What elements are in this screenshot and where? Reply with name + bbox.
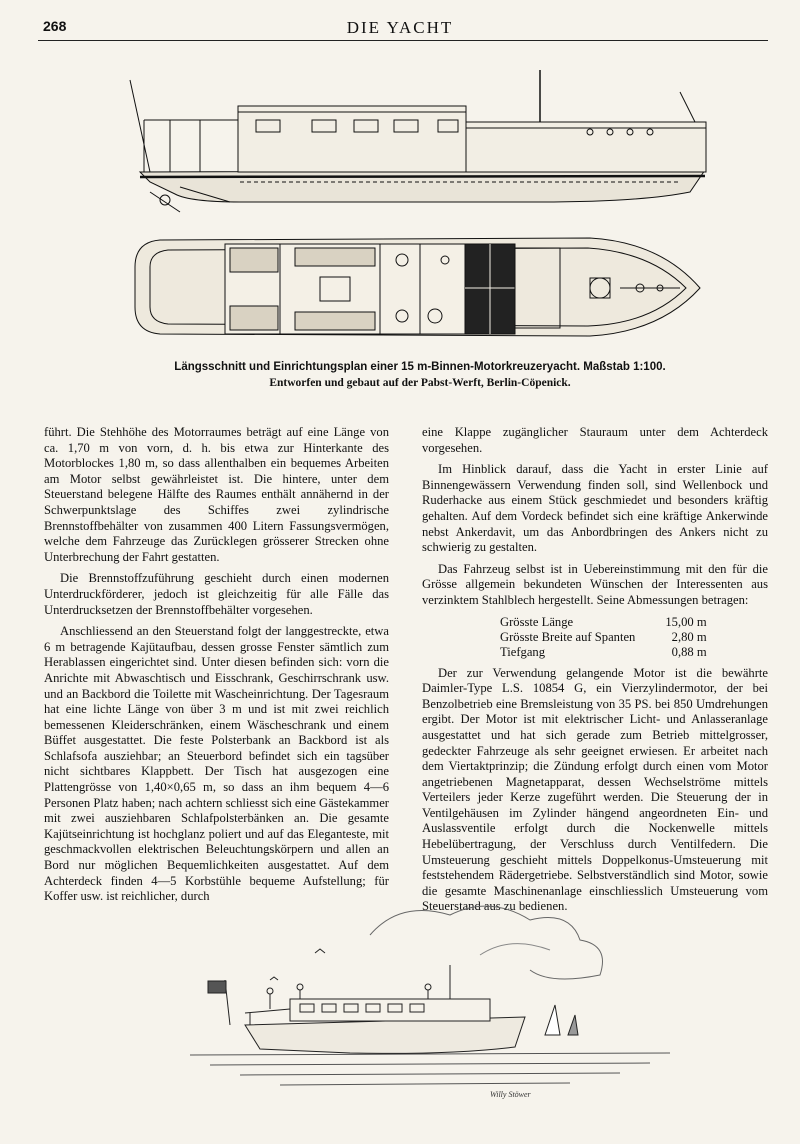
dimensions-table <box>500 615 707 660</box>
dimension-value: 15,00 m <box>665 614 707 629</box>
right-column <box>422 425 768 921</box>
caption-title: Längsschnitt und Einrichtungsplan einer 15 m-Binnen-Motorkreuzeryacht. Maßstab 1:100. <box>174 361 666 373</box>
dimension-row <box>500 615 707 630</box>
journal-title: DIE YACHT <box>346 18 454 37</box>
figure-caption <box>120 359 720 391</box>
dimension-value: 0,88 m <box>671 644 707 659</box>
paragraph: eine Klappe zugänglicher Stauraum unter dem Achterdeck vorgesehen. <box>422 425 768 455</box>
dimension-row <box>500 630 707 645</box>
dimension-value: 2,80 m <box>671 629 707 644</box>
page-header <box>0 18 800 42</box>
paragraph: Im Hinblick darauf, dass die Yacht in erster Linie auf Binnengewässern Verwendung finden soll, sind Wellenbock und Ruderhacke aus einem Stück geschmiedet und besonders kräftig gehalten. Auf dem Vordeck befindet sich eine kräftige Ankerwinde nebst Ankerdavit, um das Anbordbringen des Ankers nicht zu schwierig zu gestalten. <box>422 462 768 555</box>
dimension-row <box>500 645 707 660</box>
paragraph: Anschliessend an den Steuerstand folgt der langgestreckte, etwa 6 m betragende Kajütaufbau, dessen grosse Fenster sämtlich zum Herablassen eingerichtet sind. Unter diesen befinden sich: vorn die Anrichte mit Abwaschtisch und Eisschrank, Geschirrschrank usw. und an Backbord die Toilette mit Wascheinrichtung. Der Tagesraum hat eine lichte Länge von über 3 m und ist mit zwei reichlich bemessenen Kleiderschränken, einem Wäscheschrank und einem Büffet ausgestattet. Die feste Polsterbank an Backbord ist als Schlafsofa ausziehbar; an Steuerbord befindet sich ein tagsüber nicht sichtbares Klappbett. Der Tisch hat ausgezogen eine Plattengrösse von 1,40×0,65 m, so dass an ihm bequem 4—6 Personen Platz haben; nach achtern schliesst sich eine Gästekammer mit zwei ausziehbaren Schlafpolsterbänken an. Die gesamte Kajütseinrichtung ist hochglanz poliert und auf das Eleganteste, mit geschmackvollen elektrischen Beleuchtungskörpern und allen an Bord nur möglichen Bequemlichkeiten ausgestattet. Auf dem Achterdeck finden 4—5 Korbstühle bequeme Aufstellung; für Koffer usw. ist reichlicher, durch <box>44 624 389 904</box>
longitudinal-section <box>130 70 706 212</box>
dimension-label: Grösste Breite auf Spanten <box>500 629 636 644</box>
left-column <box>44 425 389 911</box>
dimension-label: Tiefgang <box>500 644 546 659</box>
yacht-sketch-illustration <box>150 895 700 1105</box>
artist-signature: Willy Stöwer <box>490 1090 531 1099</box>
caption-credit: Entworfen und gebaut auf der Pabst-Werft, Berlin-Cöpenick. <box>269 377 571 389</box>
paragraph: Der zur Verwendung gelangende Motor ist die bewährte Daimler-Type L.S. 10854 G, ein Vierzylindermotor, der bei Benzolbetrieb eine Bremsleistung von 35 PS. bei 850 Umdrehungen ergibt. Der Motor ist mit elektrischer Licht- und Anlasseranlage ausgestattet und hat sich gerade zum Betrieb mittelgrosser, gedeckter Fahrzeuge als sehr geeignet erwiesen. Er arbeitet nach dem Viertaktprinzip; die Zündung erfolgt durch einen vom Motor angetriebenen Magnetapparat, dessen Wechselströme mittels Verteilers jeder Kerze zugeführt werden. Die Steuerung der in Ventilgehäusen im Zylinder hängend angeordneten Ein- und Auslassventile erfolgt durch die Nockenwelle mittels Hebelübertragung, der Verschluss durch Ventilfedern. Die Umsteuerung geschieht mittels Doppelkonus-Umsteuerung mit feststehendem Rädergetriebe. Selbstverständlich sind Motor, sowie die gesamte Maschinenanlage einschliesslich Umsteuerung vom Steuerstand aus zu bedienen. <box>422 665 768 914</box>
header-rule <box>38 40 768 41</box>
dimension-label: Grösste Länge <box>500 614 574 629</box>
yacht-plan-drawing <box>120 62 720 352</box>
deck-plan <box>135 238 700 336</box>
page-number: 268 <box>43 18 67 34</box>
paragraph: Die Brennstoffzuführung geschieht durch einen modernen Unterdruckförderer, jedoch ist gleichzeitig für alle Fälle das Unterdrucksetzen der Brennstoffbehälter vorgesehen. <box>44 571 389 617</box>
paragraph: Das Fahrzeug selbst ist in Uebereinstimmung mit den für die Grösse allgemein bekundeten Wünschen der Interessenten aus verzinktem Stahlblech hergestellt. Seine Abmessungen betragen: <box>422 561 768 607</box>
paragraph: führt. Die Stehhöhe des Motorraumes beträgt auf eine Länge von ca. 1,70 m von vorn, d. h. bis etwa zur Hinterkante des Motorblockes 1,80 m, so dass allenthalben ein bequemes Arbeiten am Motor selbst gewährleistet ist. Die hintere, unter dem Steuerstand belegene Hälfte des Raumes enthält annähernd in der Schwerpunktslage des Schiffes zwei zylindrische Brennstoffbehälter von zusammen 400 Litern Fassungsvermögen, welche dem Fahrzeuge das Zurücklegen grösserer Strecken ohne Unterbrechung der Fahrt gestatten. <box>44 425 389 564</box>
